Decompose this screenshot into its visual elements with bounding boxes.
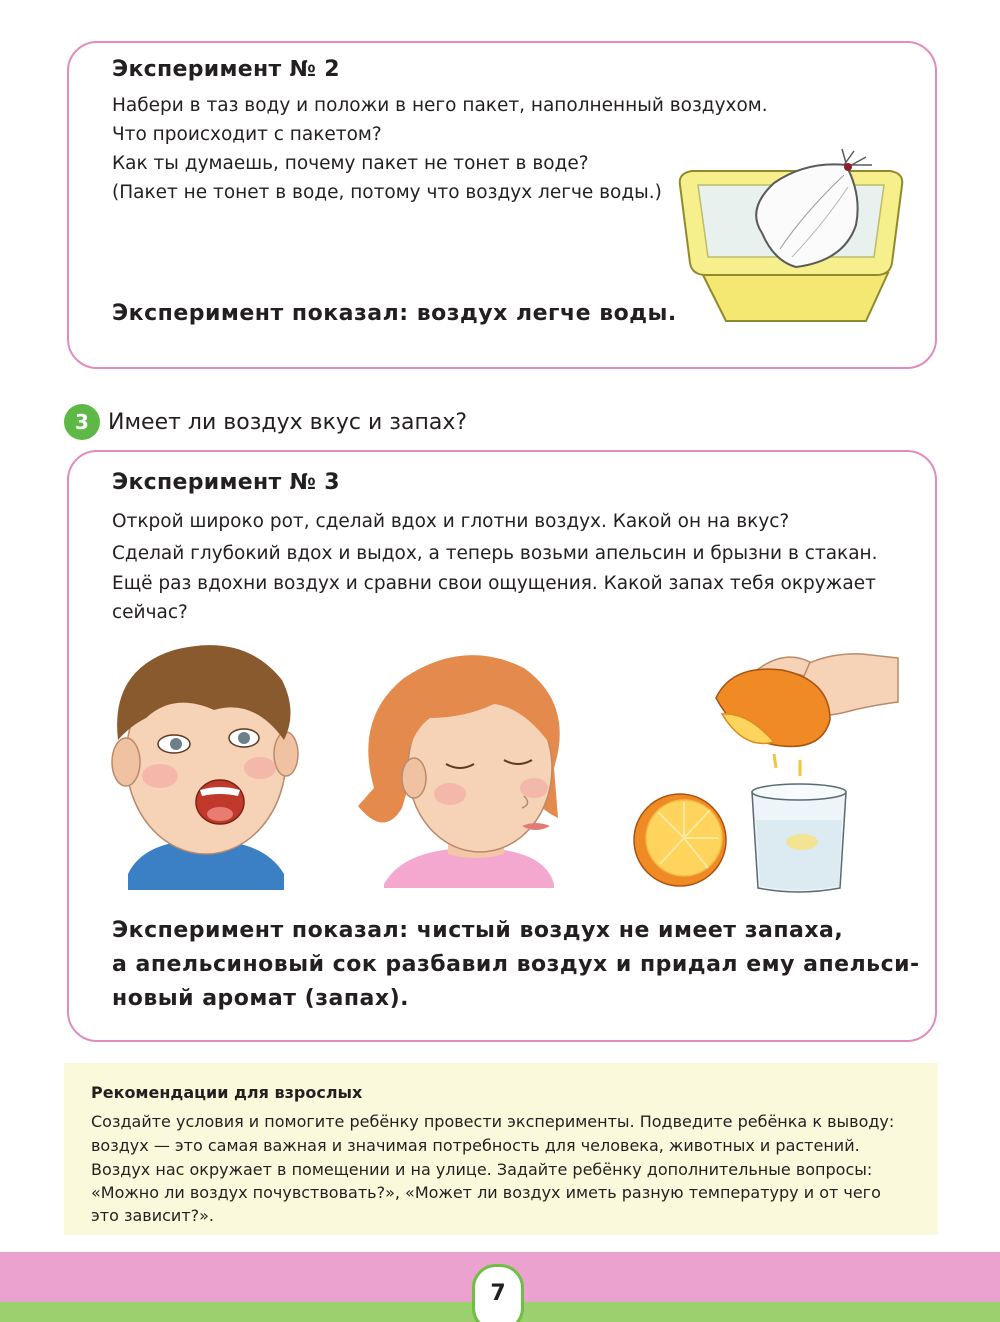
recommendations-line: Воздух нас окружает в помещении и на улице. Задайте ребёнку дополнительные вопросы: <box>91 1160 873 1179</box>
experiment-2-line: Набери в таз воду и положи в него пакет, наполненный воздухом. <box>112 95 768 116</box>
page-footer <box>0 1252 1000 1322</box>
recommendations-line: воздух — это самая важная и значимая потребность для человека, животных и растений. <box>91 1136 860 1155</box>
page-number: 7 <box>490 1281 506 1306</box>
recommendations-title: Рекомендации для взрослых <box>91 1083 363 1102</box>
boy-open-mouth-illustration <box>104 640 304 890</box>
girl-smelling-illustration <box>354 648 586 888</box>
experiment-3-conclusion-line: Эксперимент показал: чистый воздух не имеет запаха, <box>112 918 844 943</box>
basin-with-bag-illustration <box>676 145 908 327</box>
recommendations-line: это зависит?». <box>91 1206 214 1225</box>
recommendations-box <box>64 1063 938 1235</box>
orange-juice-glass-illustration <box>632 642 902 898</box>
experiment-2-line: (Пакет не тонет в воде, потому что воздух легче воды.) <box>112 182 662 203</box>
experiment-3-line: Сделай глубокий вдох и выдох, а теперь возьми апельсин и брызни в стакан. <box>112 543 878 564</box>
experiment-3-line: сейчас? <box>112 602 188 623</box>
experiment-2-conclusion: Эксперимент показал: воздух легче воды. <box>112 301 677 326</box>
section-3-question: Имеет ли воздух вкус и запах? <box>108 409 468 435</box>
experiment-3-line: Открой широко рот, сделай вдох и глотни воздух. Какой он на вкус? <box>112 511 790 532</box>
experiment-3-line: Ещё раз вдохни воздух и сравни свои ощущения. Какой запах тебя окружает <box>112 573 876 594</box>
section-number-badge: 3 <box>64 404 100 440</box>
recommendations-line: Создайте условия и помогите ребёнку провести эксперименты. Подведите ребёнка к выводу: <box>91 1112 895 1131</box>
experiment-2-line: Как ты думаешь, почему пакет не тонет в воде? <box>112 153 589 174</box>
page-number-tab <box>472 1264 524 1322</box>
recommendations-line: «Можно ли воздух почувствовать?», «Может ли воздух иметь разную температуру и от чего <box>91 1183 881 1202</box>
experiment-3-conclusion-line: а апельсиновый сок разбавил воздух и придал ему апельси- <box>112 952 920 977</box>
experiment-2-line: Что происходит с пакетом? <box>112 124 382 145</box>
experiment-2-title: Эксперимент № 2 <box>112 57 340 82</box>
section-3-heading <box>64 403 467 441</box>
experiment-3-conclusion-line: новый аромат (запах). <box>112 986 409 1011</box>
experiment-3-title: Эксперимент № 3 <box>112 470 340 495</box>
